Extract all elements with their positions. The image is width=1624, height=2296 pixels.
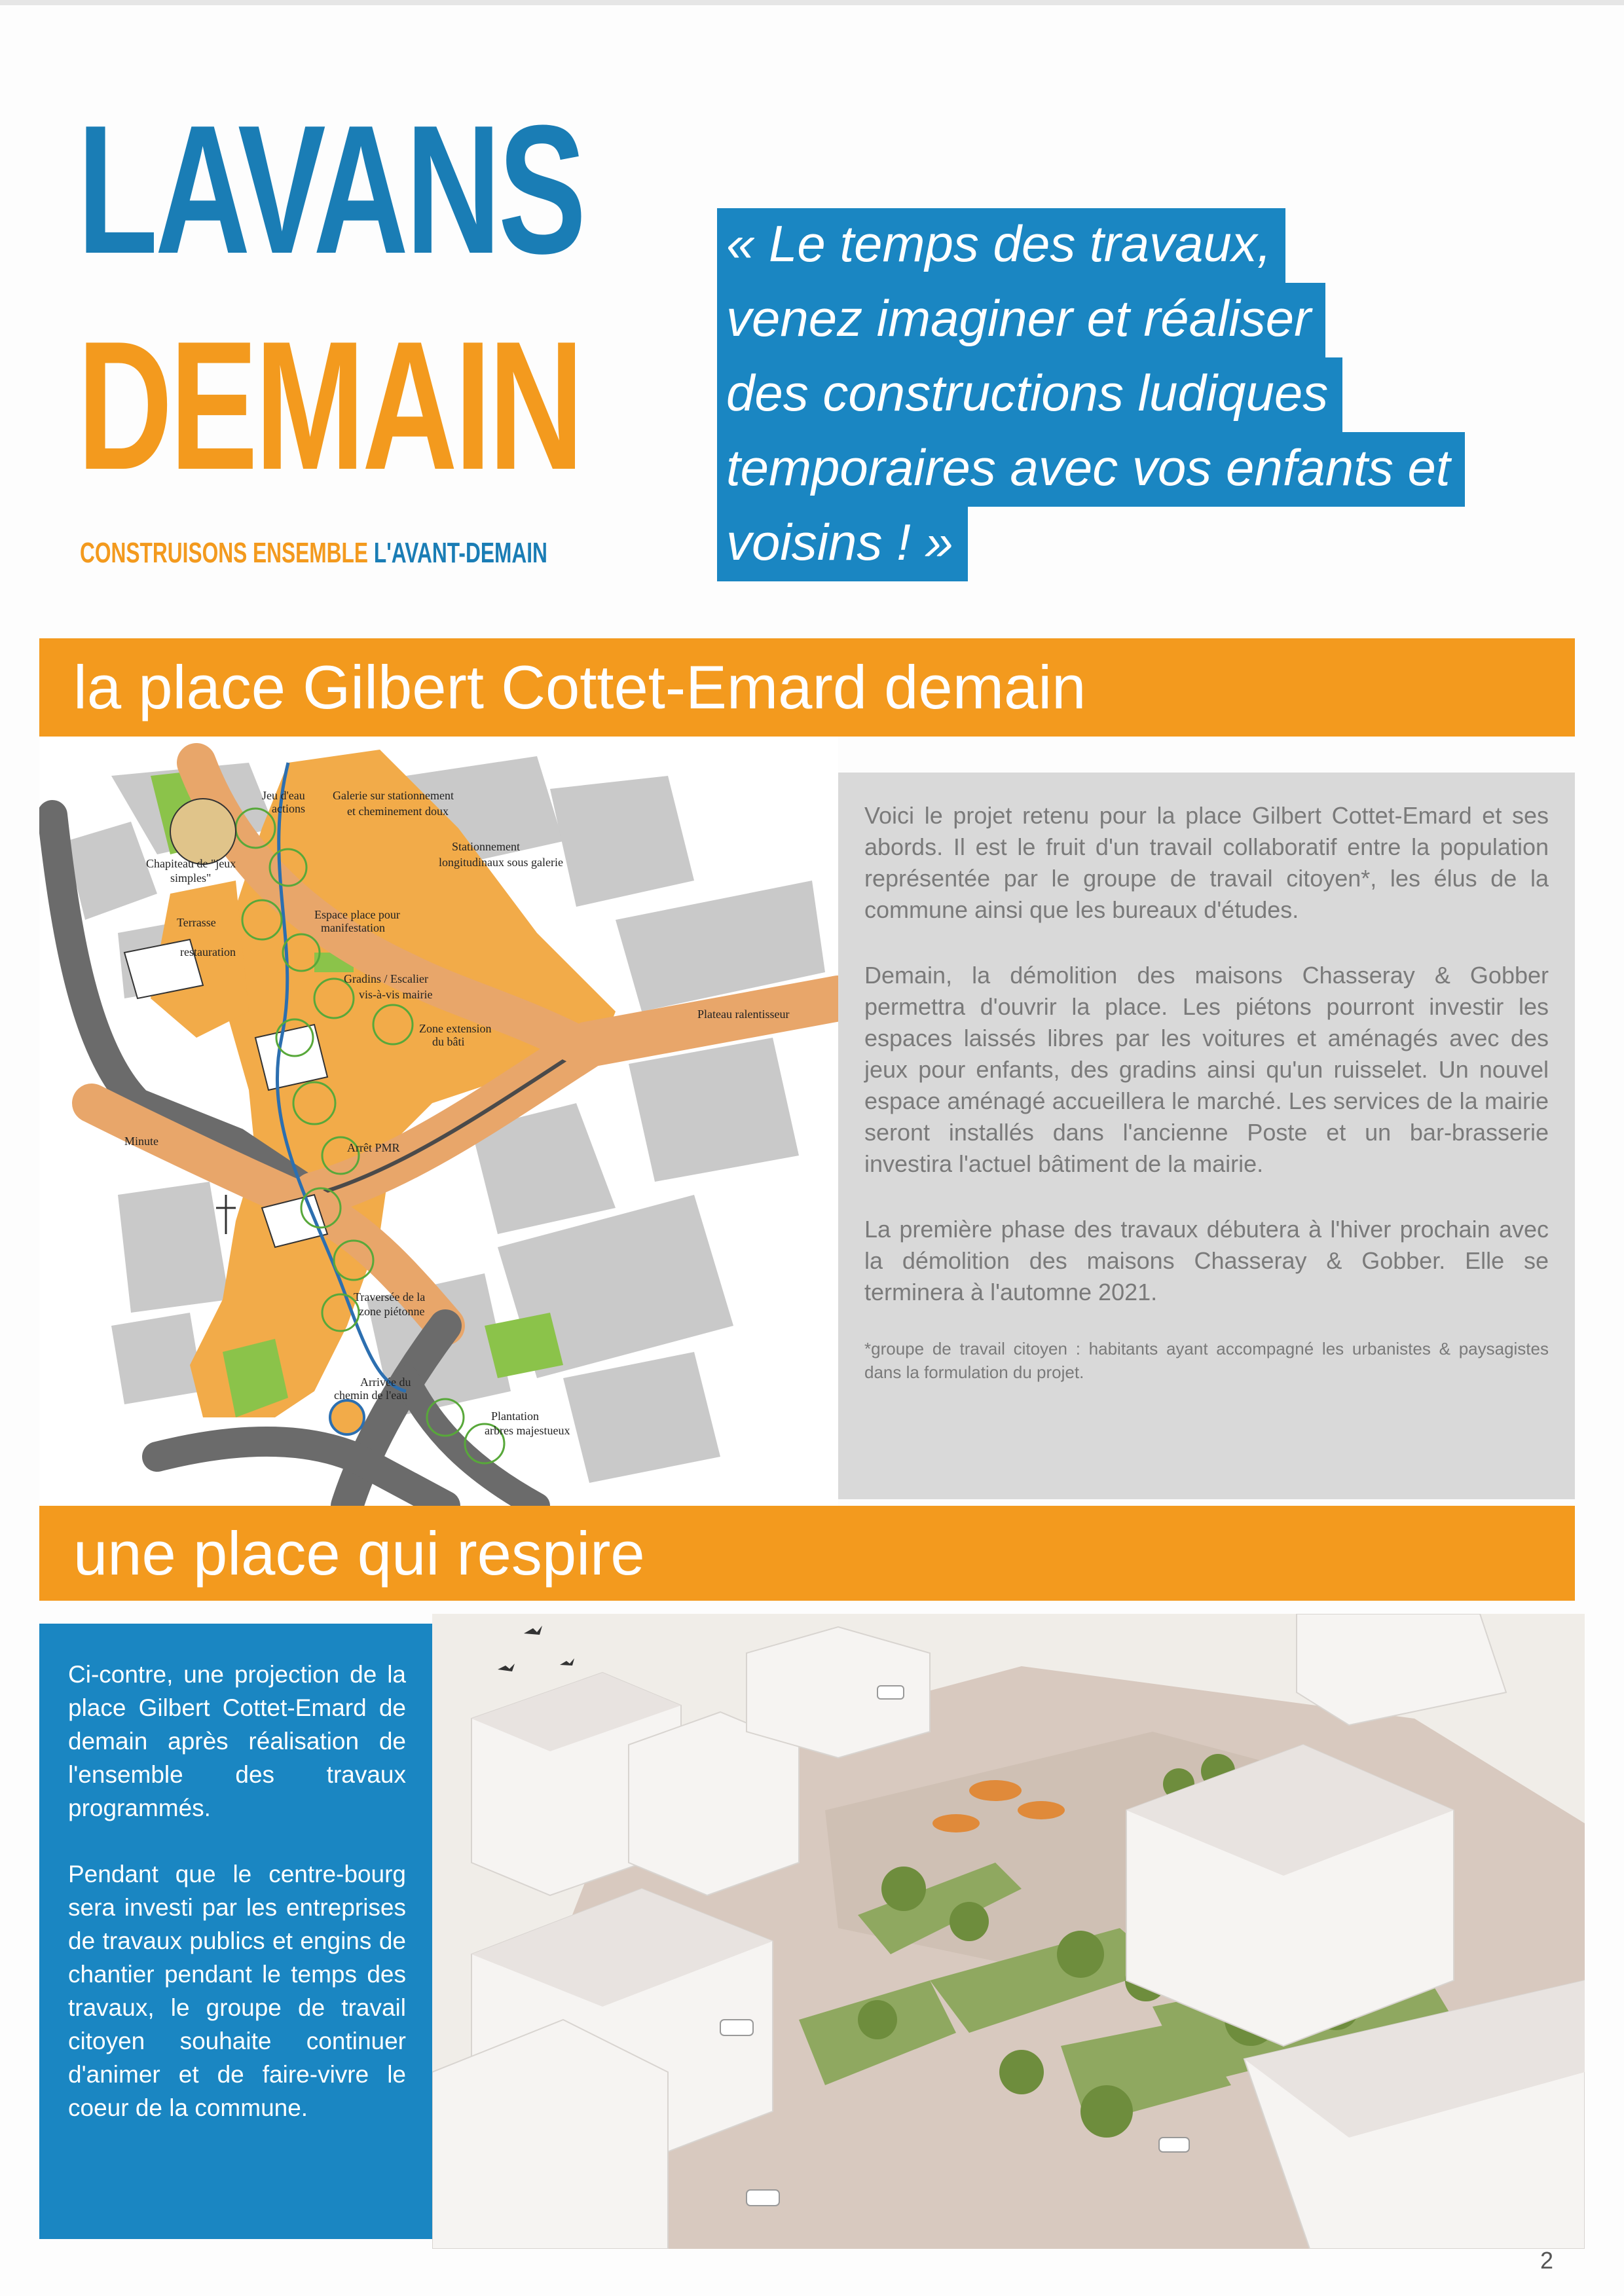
plan-label: Arrêt PMR: [347, 1141, 400, 1154]
plan-label: du bâti: [432, 1035, 465, 1048]
projection-text-box: [39, 1624, 432, 2239]
plan-label: chemin de l'eau: [334, 1389, 408, 1402]
plan-label: et cheminement doux: [347, 805, 449, 818]
plan-label: restauration: [180, 945, 236, 958]
plan-label: longitudinaux sous galerie: [439, 856, 563, 869]
tagline-part-2: L'AVANT-DEMAIN: [373, 537, 547, 569]
plan-label: Zone extension: [419, 1022, 492, 1035]
paragraph: Ci-contre, une projection de la place Gilbert Cottet-Emard de demain après réalisation de l'ensemble des travaux programmés.: [68, 1661, 406, 1821]
project-description-box: [838, 773, 1575, 1499]
section-title: la place Gilbert Cottet-Emard demain: [73, 653, 1086, 721]
plan-label: manifestation: [321, 921, 385, 934]
page-top-border: [0, 0, 1624, 5]
site-plan: [39, 737, 838, 1506]
plan-label: Galerie sur stationnement: [333, 789, 454, 802]
water-arrival-circle: [330, 1400, 364, 1434]
paragraph: Demain, la démolition des maisons Chasseray & Gobber permettra d'ouvrir la place. Les piétons pourront investir les espaces laissés libres par les voitures et aménagés avec des jeux pour enfants, des gradins ainsi qu'un ruisselet. Un nouvel espace aménagé accueillera le marché. Les services de la mairie seront installés dans l'ancienne Poste et un bar-brasserie investira l'actuel bâtiment de la mairie.: [864, 962, 1549, 1177]
site-plan-drawing: [39, 737, 838, 1506]
plan-label: Gradins / Escalier: [344, 972, 428, 985]
plan-label: Jeu d'eau: [262, 789, 305, 802]
plan-label: Stationnement: [452, 840, 520, 853]
playground-circle: [170, 799, 236, 864]
aerial-rendering: [432, 1614, 1585, 2249]
plan-label: Plateau ralentisseur: [697, 1008, 790, 1021]
quote-line: venez imaginer et réaliser: [717, 283, 1325, 357]
plan-label: simples": [170, 871, 212, 884]
plan-label: Plantation: [491, 1410, 539, 1423]
aerial-rendering-image: [432, 1614, 1585, 2249]
plan-label: Minute: [124, 1135, 158, 1148]
plan-label: vis-à-vis mairie: [359, 988, 433, 1001]
plan-label: Chapiteau de "jeux: [146, 857, 236, 870]
paragraph: Voici le projet retenu pour la place Gilbert Cottet-Emard et ses abords. Il est le fruit d'un travail collaboratif entre la population représentée par le groupe de travail citoyen*, les élus de la commune ainsi que les bureaux d'études.: [864, 802, 1549, 923]
tagline-part-1: CONSTRUISONS ENSEMBLE: [80, 537, 374, 569]
quote-line: « Le temps des travaux,: [717, 208, 1285, 283]
page-number: 2: [1540, 2247, 1554, 2274]
masthead-demain: DEMAIN: [77, 304, 581, 508]
paragraph: La première phase des travaux débutera à l'hiver prochain avec la démolition des maisons Chasseray & Gobber. Elle se terminera à l'automne 2021.: [864, 1216, 1549, 1305]
plan-label: Espace place pour: [314, 908, 400, 921]
section-bar-place-respire: [39, 1506, 1575, 1601]
masthead-lavans: LAVANS: [77, 88, 583, 292]
plan-label: Arrivée du: [360, 1376, 411, 1389]
plan-label: Terrasse: [177, 916, 216, 929]
plan-label: actions: [272, 802, 305, 815]
plan-label: Traversée de la: [354, 1290, 426, 1303]
pull-quote: [717, 208, 1568, 581]
section-title: une place qui respire: [73, 1519, 645, 1588]
masthead-tagline: [80, 537, 547, 570]
quote-line: des constructions ludiques: [717, 357, 1342, 432]
section-bar-place-demain: [39, 638, 1575, 737]
plan-label: zone piétonne: [359, 1305, 425, 1318]
footnote: *groupe de travail citoyen : habitants ayant accompagné les urbanistes & paysagistes dans la formulation du projet.: [864, 1339, 1549, 1382]
quote-line: temporaires avec vos enfants et: [717, 432, 1465, 507]
paragraph: Pendant que le centre-bourg sera investi par les entreprises de travaux publics et engins de chantier pendant le temps des travaux, le groupe de travail citoyen souhaite continuer d'animer et de faire-vivre le coeur de la commune.: [68, 1861, 406, 2121]
quote-line: voisins ! »: [717, 507, 968, 581]
plan-label: arbres majestueux: [485, 1424, 570, 1437]
